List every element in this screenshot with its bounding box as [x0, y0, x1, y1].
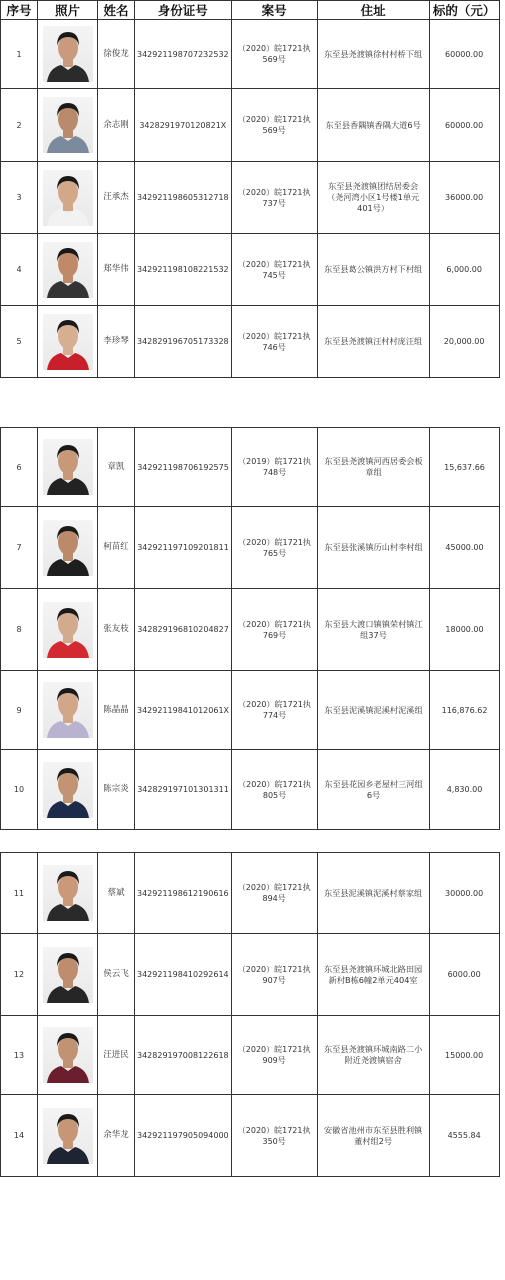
- table-row: [1, 20, 500, 89]
- header-address: 住址: [317, 1, 429, 20]
- cell-id: 342921198108221532: [135, 234, 232, 306]
- cell-address: 东至县香隅镇香隅大道6号: [317, 89, 429, 162]
- cell-id: 342921198605312718: [135, 162, 232, 234]
- cell-id: 342921198410292614: [135, 934, 232, 1016]
- cell-seq: 11: [1, 853, 38, 934]
- cell-photo: [38, 934, 98, 1016]
- cell-amount: 4555.84: [429, 1095, 499, 1177]
- cell-name: 郑华伟: [98, 234, 135, 306]
- cell-amount: 6,000.00: [429, 234, 499, 306]
- cell-amount: 15,637.66: [430, 428, 500, 507]
- table-row: [1, 1016, 500, 1095]
- portrait-photo: [43, 865, 93, 921]
- cell-address: 东至县尧渡镇汪村村庞汪组: [317, 306, 429, 378]
- cell-id: 342829196705173328: [135, 306, 232, 378]
- cell-name: 侯云飞: [98, 934, 135, 1016]
- cell-photo: [38, 234, 98, 306]
- table-row: [1, 671, 500, 750]
- debtor-table-page-1: [0, 0, 500, 378]
- cell-address: 东至县花园乡老屋村三河组6号: [318, 750, 430, 830]
- cell-photo: [38, 162, 98, 234]
- table-row: [1, 234, 500, 306]
- cell-seq: 14: [1, 1095, 38, 1177]
- cell-address: 东至县尧渡镇环城北路田园新村B栋6幢2单元404室: [317, 934, 429, 1016]
- table-row: [1, 750, 500, 830]
- table-row: [1, 507, 500, 589]
- cell-photo: [38, 1095, 98, 1177]
- cell-case: （2020）皖1721执765号: [232, 507, 318, 589]
- table-row: [1, 162, 500, 234]
- table-row: [1, 1095, 500, 1177]
- cell-case: （2020）皖1721执737号: [231, 162, 317, 234]
- cell-address: 东至县大渡口镇镇荣村镇江组37号: [318, 589, 430, 671]
- cell-amount: 116,876.62: [430, 671, 500, 750]
- cell-case: （2020）皖1721执746号: [231, 306, 317, 378]
- header-amount: 标的（元）: [429, 1, 499, 20]
- cell-address: 东至县葛公镇洪方村下村组: [317, 234, 429, 306]
- cell-seq: 10: [1, 750, 38, 830]
- cell-amount: 36000.00: [429, 162, 499, 234]
- cell-amount: 60000.00: [429, 89, 499, 162]
- cell-amount: 30000.00: [429, 853, 499, 934]
- cell-photo: [38, 89, 98, 162]
- cell-case: （2020）皖1721执569号: [231, 89, 317, 162]
- cell-name: 汪进民: [98, 1016, 135, 1095]
- portrait-photo: [43, 947, 93, 1003]
- cell-id: 342829197008122618: [135, 1016, 232, 1095]
- portrait-photo: [43, 242, 93, 298]
- portrait-photo: [43, 97, 93, 153]
- cell-case: （2019）皖1721执748号: [232, 428, 318, 507]
- cell-seq: 13: [1, 1016, 38, 1095]
- cell-amount: 4,830.00: [430, 750, 500, 830]
- cell-photo: [38, 507, 98, 589]
- cell-seq: 12: [1, 934, 38, 1016]
- cell-amount: 60000.00: [429, 20, 499, 89]
- cell-case: （2020）皖1721执774号: [232, 671, 318, 750]
- cell-name: 蔡斌: [98, 853, 135, 934]
- cell-seq: 8: [1, 589, 38, 671]
- cell-case: （2020）皖1721执569号: [231, 20, 317, 89]
- cell-address: 东至县尧渡镇团结居委会（尧河湾小区1号楼1单元401号）: [317, 162, 429, 234]
- cell-amount: 20,000.00: [429, 306, 499, 378]
- cell-photo: [38, 750, 98, 830]
- header-id: 身份证号: [135, 1, 232, 20]
- cell-name: 余华龙: [98, 1095, 135, 1177]
- table-row: [1, 428, 500, 507]
- cell-seq: 9: [1, 671, 38, 750]
- cell-address: 安徽省池州市东至县胜利镇董村组2号: [317, 1095, 429, 1177]
- portrait-photo: [43, 439, 93, 495]
- cell-amount: 6000.00: [429, 934, 499, 1016]
- cell-case: （2020）皖1721执769号: [232, 589, 318, 671]
- cell-name: 陈宗炎: [98, 750, 135, 830]
- cell-address: 东至县泥溪镇泥溪村泥溪组: [318, 671, 430, 750]
- table-header-row: [1, 1, 500, 20]
- cell-name: 汪承杰: [98, 162, 135, 234]
- cell-photo: [38, 671, 98, 750]
- cell-photo: [38, 306, 98, 378]
- cell-name: 陈晶晶: [98, 671, 135, 750]
- cell-id: 34292119841012061X: [135, 671, 232, 750]
- cell-id: 342921197905094000: [135, 1095, 232, 1177]
- cell-id: 342829196810204827: [135, 589, 232, 671]
- cell-seq: 4: [1, 234, 38, 306]
- header-photo: 照片: [38, 1, 98, 20]
- cell-photo: [38, 428, 98, 507]
- debtor-table-page-2: [0, 427, 500, 830]
- cell-case: （2020）皖1721执350号: [231, 1095, 317, 1177]
- cell-name: 章凯: [98, 428, 135, 507]
- cell-case: （2020）皖1721执805号: [232, 750, 318, 830]
- cell-amount: 15000.00: [429, 1016, 499, 1095]
- cell-case: （2020）皖1721执907号: [231, 934, 317, 1016]
- cell-name: 余志刚: [98, 89, 135, 162]
- cell-seq: 2: [1, 89, 38, 162]
- cell-seq: 1: [1, 20, 38, 89]
- cell-address: 东至县张溪镇历山村李村组: [318, 507, 430, 589]
- cell-name: 徐俊龙: [98, 20, 135, 89]
- cell-seq: 6: [1, 428, 38, 507]
- table-row: [1, 89, 500, 162]
- debtor-table-page-3: [0, 852, 500, 1177]
- cell-photo: [38, 589, 98, 671]
- cell-id: 342829197012082​1X: [135, 89, 232, 162]
- cell-photo: [38, 1016, 98, 1095]
- portrait-photo: [43, 26, 93, 82]
- cell-case: （2020）皖1721执745号: [231, 234, 317, 306]
- cell-name: 张友枝: [98, 589, 135, 671]
- cell-case: （2020）皖1721执909号: [231, 1016, 317, 1095]
- cell-id: 342921198707232532: [135, 20, 232, 89]
- cell-address: 东至县尧渡镇河西居委会板章组: [318, 428, 430, 507]
- cell-seq: 7: [1, 507, 38, 589]
- portrait-photo: [43, 314, 93, 370]
- table-row: [1, 306, 500, 378]
- table-row: [1, 934, 500, 1016]
- table-row: [1, 853, 500, 934]
- cell-id: 342921198706192575: [135, 428, 232, 507]
- header-case: 案号: [231, 1, 317, 20]
- cell-case: （2020）皖1721执894号: [231, 853, 317, 934]
- portrait-photo: [43, 602, 93, 658]
- cell-photo: [38, 20, 98, 89]
- cell-name: 李珍琴: [98, 306, 135, 378]
- portrait-photo: [43, 1027, 93, 1083]
- cell-id: 342921197109201811: [135, 507, 232, 589]
- portrait-photo: [43, 170, 93, 226]
- cell-address: 东至县尧渡镇徐村村桥下组: [317, 20, 429, 89]
- portrait-photo: [43, 1108, 93, 1164]
- table-row: [1, 589, 500, 671]
- header-seq: 序号: [1, 1, 38, 20]
- cell-seq: 3: [1, 162, 38, 234]
- cell-address: 东至县泥溪镇泥溪村蔡家组: [317, 853, 429, 934]
- portrait-photo: [43, 682, 93, 738]
- portrait-photo: [43, 762, 93, 818]
- cell-name: 柯苗红: [98, 507, 135, 589]
- cell-amount: 45000.00: [430, 507, 500, 589]
- cell-amount: 18000.00: [430, 589, 500, 671]
- portrait-photo: [43, 520, 93, 576]
- cell-seq: 5: [1, 306, 38, 378]
- cell-id: 342921198612190616: [135, 853, 232, 934]
- header-name: 姓名: [98, 1, 135, 20]
- cell-id: 342829197101301311: [135, 750, 232, 830]
- cell-photo: [38, 853, 98, 934]
- cell-address: 东至县尧渡镇环城南路二小附近尧渡镇宿舍: [317, 1016, 429, 1095]
